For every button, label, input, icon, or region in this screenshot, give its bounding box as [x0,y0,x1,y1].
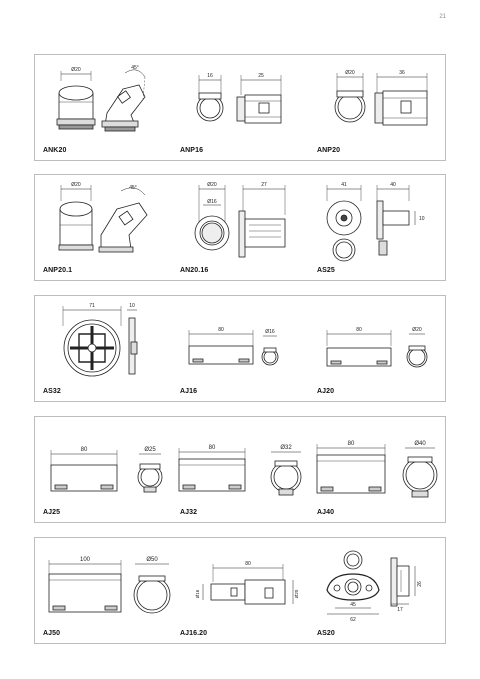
aj50-drawing [49,560,170,613]
aj16-20-drawing [203,564,293,604]
label-anp20: ANP20 [317,147,341,154]
label-ank20: ANK20 [43,147,67,154]
dim-as20-26: 26 [417,581,423,587]
panel-3 [34,295,446,402]
dim-anp20-length: 36 [399,70,405,76]
page-number: 21 [439,14,446,20]
dim-aj16-diameter: Ø16 [265,329,275,335]
dim-aj40-length: 80 [347,441,355,447]
as32-drawing [63,306,137,376]
as20-drawing [327,551,415,614]
dim-aj16-length: 80 [218,327,224,333]
dim-aj16-20-d16: Ø16 [195,589,200,599]
aj25-drawing [51,450,162,492]
aj32-drawing [179,448,301,495]
dim-aj50-length: 100 [79,557,91,563]
dim-anp16-diameter: 16 [207,73,213,79]
dim-aj16-20-length: 80 [245,561,251,567]
technical-drawings-row-1 [35,55,447,162]
panel-2 [34,174,446,281]
dim-an20-16-outer: Ø20 [207,182,217,188]
dim-aj32-diameter: Ø32 [280,445,292,451]
label-aj16-20: AJ16.20 [180,630,208,637]
dim-anp20-1-diameter: Ø20 [71,182,81,188]
label-as20: AS20 [317,630,335,637]
label-aj40: AJ40 [317,509,335,516]
dim-anp16-length: 25 [258,73,264,79]
dim-as20-62: 62 [350,617,356,623]
label-aj32: AJ32 [180,509,198,516]
label-aj50: AJ50 [43,630,61,637]
label-as25: AS25 [317,267,335,274]
dim-aj16-20-d20: Ø20 [294,589,299,599]
dim-as32-depth: 10 [129,303,135,309]
dim-anp20-1-angle: 45° [129,185,137,191]
technical-drawings-row-5 [35,538,447,645]
an20-16-drawing [195,185,285,257]
dim-as32-diameter: 71 [89,303,95,309]
label-aj16: AJ16 [180,388,198,395]
label-anp20-1: ANP20.1 [43,267,73,274]
dim-ank20-angle: 45° [131,65,139,71]
dim-an20-16-length: 27 [261,182,267,188]
dim-as20-17: 17 [397,607,403,613]
dim-aj32-length: 80 [208,445,216,451]
technical-drawings-row-2 [35,175,447,282]
dim-an20-16-inner: Ø16 [207,199,217,205]
technical-drawings-row-4 [35,417,447,524]
dim-ank20-diameter: Ø20 [71,67,81,73]
anp20-drawing [335,73,427,125]
label-aj25: AJ25 [43,509,61,516]
ank20-drawing [57,70,145,131]
panel-1 [34,54,446,161]
dim-aj25-length: 80 [80,447,88,453]
dim-as25-depth: 40 [390,182,396,188]
dim-as25-height: 10 [419,216,425,222]
as25-drawing [327,185,415,261]
aj40-drawing [317,444,437,497]
dim-as20-45: 45 [350,602,356,608]
aj20-drawing [327,330,427,367]
panel-5 [34,537,446,644]
label-aj20: AJ20 [317,388,335,395]
dim-aj25-diameter: Ø25 [144,447,156,453]
label-anp16: ANP16 [180,147,204,154]
dim-aj40-diameter: Ø40 [414,441,426,447]
label-as32: AS32 [43,388,61,395]
panel-4 [34,416,446,523]
dim-aj20-diameter: Ø20 [412,327,422,333]
dim-aj50-diameter: Ø50 [146,557,158,563]
anp16-drawing [197,75,281,123]
label-an20-16: AN20.16 [180,267,209,274]
dim-anp20-diameter: Ø20 [345,70,355,76]
technical-drawings-row-3 [35,296,447,403]
dim-aj20-length: 80 [356,327,362,333]
aj16-drawing [189,330,278,365]
dim-as25-width: 41 [341,182,347,188]
anp20-1-drawing [59,185,147,252]
